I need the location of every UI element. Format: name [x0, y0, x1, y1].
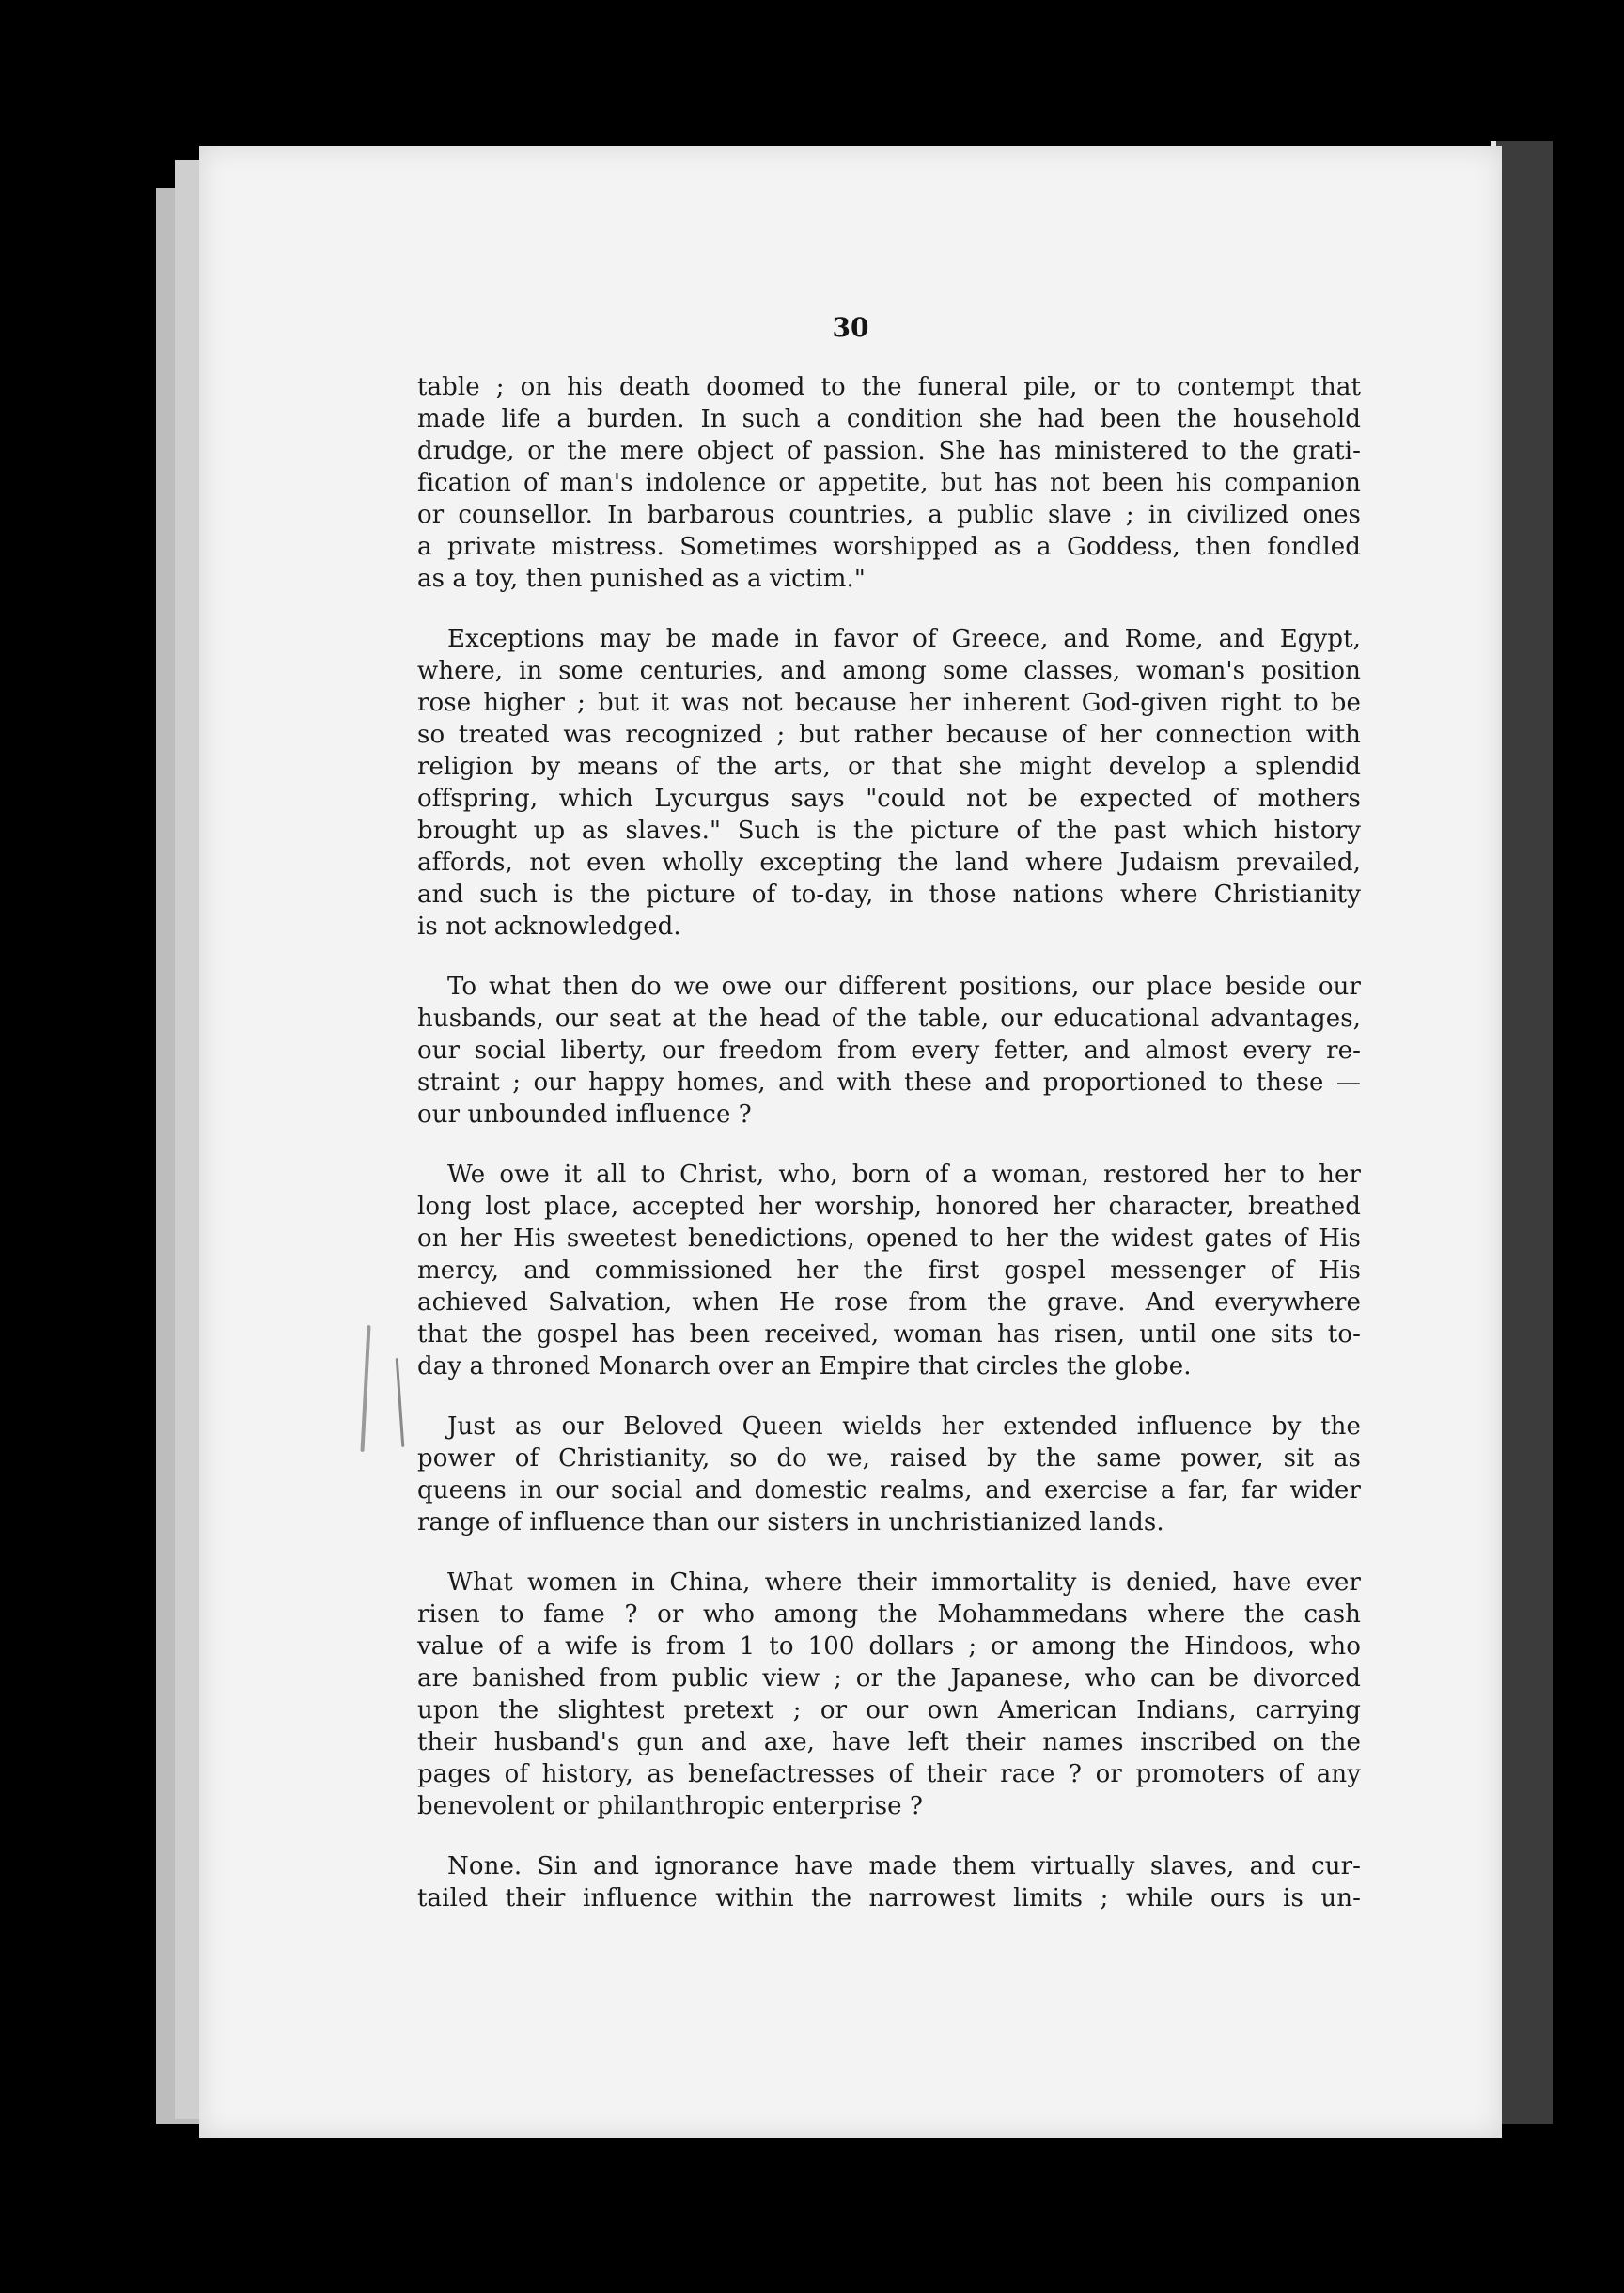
text-line: and such is the picture of to-day, in those nations where Christianity: [417, 881, 1361, 909]
paragraph: [417, 623, 1361, 943]
text-line: that the gospel has been received, woman has risen, until one sits to-: [417, 1320, 1361, 1349]
text-line: queens in our social and domestic realms, and exercise a far, far wider: [417, 1476, 1361, 1505]
text-line: None. Sin and ignorance have made them virtually slaves, and cur-: [447, 1852, 1361, 1880]
text-line: is not acknowledged.: [417, 913, 681, 941]
paragraph: [417, 1411, 1361, 1538]
text-line: a private mistress. Sometimes worshipped as a Goddess, then fondled: [417, 533, 1361, 561]
text-line: To what then do we owe our different positions, our place beside our: [447, 973, 1361, 1001]
text-line: long lost place, accepted her worship, honored her character, breathed: [417, 1193, 1361, 1221]
text-line: religion by means of the arts, or that she might develop a splendid: [417, 753, 1361, 781]
text-line: day a throned Monarch over an Empire that circles the globe.: [417, 1352, 1192, 1380]
text-line: We owe it all to Christ, who, born of a woman, restored her to her: [447, 1161, 1361, 1189]
text-line: husbands, our seat at the head of the table, our educational advantages,: [417, 1005, 1361, 1033]
text-line: our social liberty, our freedom from every fetter, and almost every re-: [417, 1037, 1361, 1065]
text-line: rose higher ; but it was not because her inherent God-given right to be: [417, 689, 1361, 717]
text-line: or counsellor. In barbarous countries, a public slave ; in civilized ones: [417, 501, 1361, 529]
text-line: on her His sweetest benedictions, opened to her the widest gates of His: [417, 1224, 1361, 1253]
paragraph: [417, 371, 1361, 595]
pencil-margin-mark: [396, 1358, 405, 1447]
paragraph: [417, 1567, 1361, 1822]
text-line: made life a burden. In such a condition she had been the household: [417, 405, 1361, 433]
text-line: are banished from public view ; or the Japanese, who can be divorced: [417, 1664, 1361, 1692]
text-line: Just as our Beloved Queen wields her extended influence by the: [447, 1412, 1361, 1441]
text-line: affords, not even wholly excepting the land where Judaism prevailed,: [417, 849, 1361, 877]
text-line: straint ; our happy homes, and with these and proportioned to these —: [417, 1069, 1361, 1097]
page-text: [417, 371, 1361, 1942]
text-line: range of influence than our sisters in unchristianized lands.: [417, 1508, 1164, 1536]
text-line: What women in China, where their immortality is denied, have ever: [447, 1568, 1361, 1597]
page-number: 30: [832, 312, 869, 343]
paragraph: [417, 1850, 1361, 1914]
text-line: mercy, and commissioned her the first gospel messenger of His: [417, 1256, 1361, 1285]
text-line: so treated was recognized ; but rather because of her connection with: [417, 721, 1361, 749]
text-line: upon the slightest pretext ; or our own American Indians, carrying: [417, 1696, 1361, 1724]
text-line: achieved Salvation, when He rose from the grave. And everywhere: [417, 1288, 1361, 1317]
paragraph: [417, 1159, 1361, 1382]
text-line: benevolent or philanthropic enterprise ?: [417, 1792, 924, 1820]
text-line: tailed their influence within the narrowest limits ; while ours is un-: [417, 1884, 1361, 1912]
text-line: as a toy, then punished as a victim.": [417, 565, 866, 593]
text-line: pages of history, as benefactresses of their race ? or promoters of any: [417, 1760, 1361, 1788]
text-line: brought up as slaves." Such is the picture of the past which history: [417, 817, 1361, 845]
text-line: table ; on his death doomed to the funeral pile, or to contempt that: [417, 373, 1361, 401]
text-line: power of Christianity, so do we, raised by the same power, sit as: [417, 1444, 1361, 1473]
text-line: Exceptions may be made in favor of Greece, and Rome, and Egypt,: [447, 625, 1361, 653]
text-line: our unbounded influence ?: [417, 1100, 752, 1129]
text-line: their husband's gun and axe, have left their names inscribed on the: [417, 1728, 1361, 1756]
paragraph: [417, 971, 1361, 1131]
text-line: fication of man's indolence or appetite, but has not been his companion: [417, 469, 1361, 497]
text-line: drudge, or the mere object of passion. She has ministered to the grati-: [417, 437, 1361, 465]
text-line: offspring, which Lycurgus says "could not be expected of mothers: [417, 785, 1361, 813]
text-line: value of a wife is from 1 to 100 dollars ; or among the Hindoos, who: [417, 1632, 1361, 1661]
book-page: [199, 146, 1502, 2138]
text-line: where, in some centuries, and among some classes, woman's position: [417, 657, 1361, 685]
text-line: risen to fame ? or who among the Mohammedans where the cash: [417, 1600, 1361, 1629]
pencil-margin-mark: [360, 1325, 370, 1452]
